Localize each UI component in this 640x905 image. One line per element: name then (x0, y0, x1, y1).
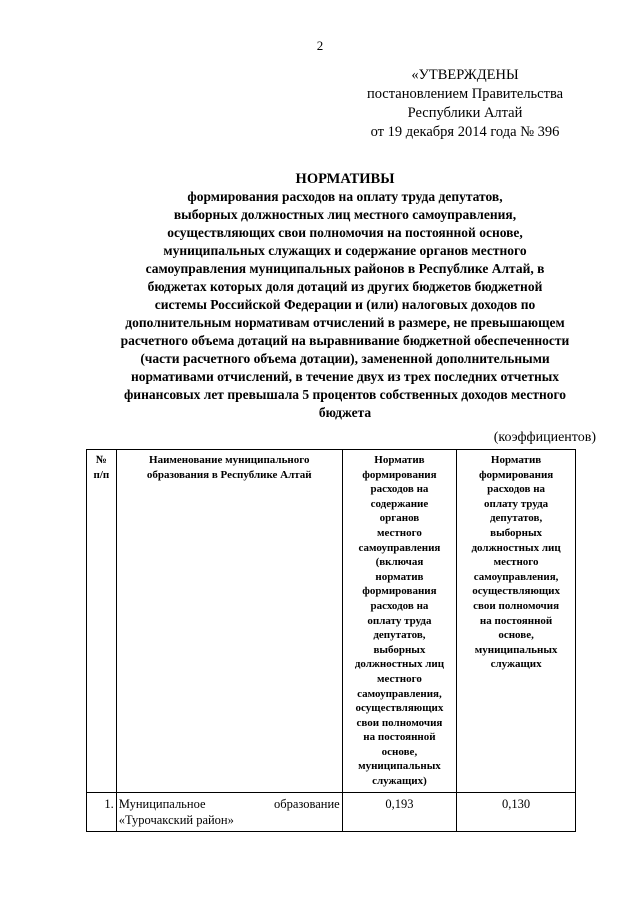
table-row (87, 792, 576, 831)
title-line: муниципальных служащих и содержание органов местного (163, 243, 527, 258)
title-line: нормативами отчислений, в течение двух из трех последних отчетных (130, 369, 560, 384)
header-norm-salary: Норматив формирования расходов на оплату труда депутатов, выборных должностных лиц местного самоуправления, осуществляющих свои полномочия на постоянной основе, муниципальных служащих (457, 450, 576, 793)
row-norm-maintenance-value: 0,193 (342, 792, 456, 831)
title-line: расчетного объема дотаций на выравнивание бюджетной обеспеченности (120, 333, 570, 348)
title-line: формирования расходов на оплату труда депутатов, (187, 189, 503, 204)
title-line: самоуправления муниципальных районов в Республике Алтай, в (145, 261, 545, 276)
title-line: (части расчетного объема дотации), замененной дополнительными (140, 351, 550, 366)
title-line: бюджетах которых доля дотаций из других бюджетов бюджетной (147, 279, 543, 294)
document-title (80, 170, 610, 422)
table-header-row (87, 450, 576, 793)
approval-line-1: «УТВЕРЖДЕНЫ (411, 67, 519, 83)
norms-table (86, 449, 576, 832)
title-line: выборных должностных лиц местного самоуправления, (173, 207, 517, 222)
title-line: дополнительным нормативам отчислений в размере, не превышающем (125, 315, 565, 330)
row-number: 1. (87, 792, 117, 831)
approval-line-3: Республики Алтай (407, 105, 523, 121)
approval-stamp (355, 66, 575, 142)
title-line: системы Российской Федерации и (или) налоговых доходов по (154, 297, 536, 312)
approval-line-4: от 19 декабря 2014 года № 396 (370, 124, 560, 140)
title-line: осуществляющих свои полномочия на постоянной основе, (167, 225, 523, 240)
header-norm-maintenance: Норматив формирования расходов на содержание органов местного самоуправления (включая норматив формирования расходов на оплату труда депутатов, выборных должностных лиц местного самоуправления, осуществляющих свои полномочия на постоянной основе, муниципальных служащих) (342, 450, 456, 793)
title-line: бюджета (318, 405, 372, 420)
title-line: финансовых лет превышала 5 процентов собственных доходов местного (123, 387, 567, 402)
page-number: 2 (316, 38, 324, 53)
row-municipality-name: Муниципальное образование «Турочакский район» (116, 792, 342, 831)
row-norm-salary-value: 0,130 (457, 792, 576, 831)
units-note: (коэффициентов) (493, 430, 596, 445)
header-municipality-name: Наименование муниципального образования в Республике Алтай (116, 450, 342, 793)
title-heading: НОРМАТИВЫ (295, 171, 395, 187)
header-number: № п/п (87, 450, 117, 793)
approval-line-2: постановлением Правительства (366, 86, 564, 102)
